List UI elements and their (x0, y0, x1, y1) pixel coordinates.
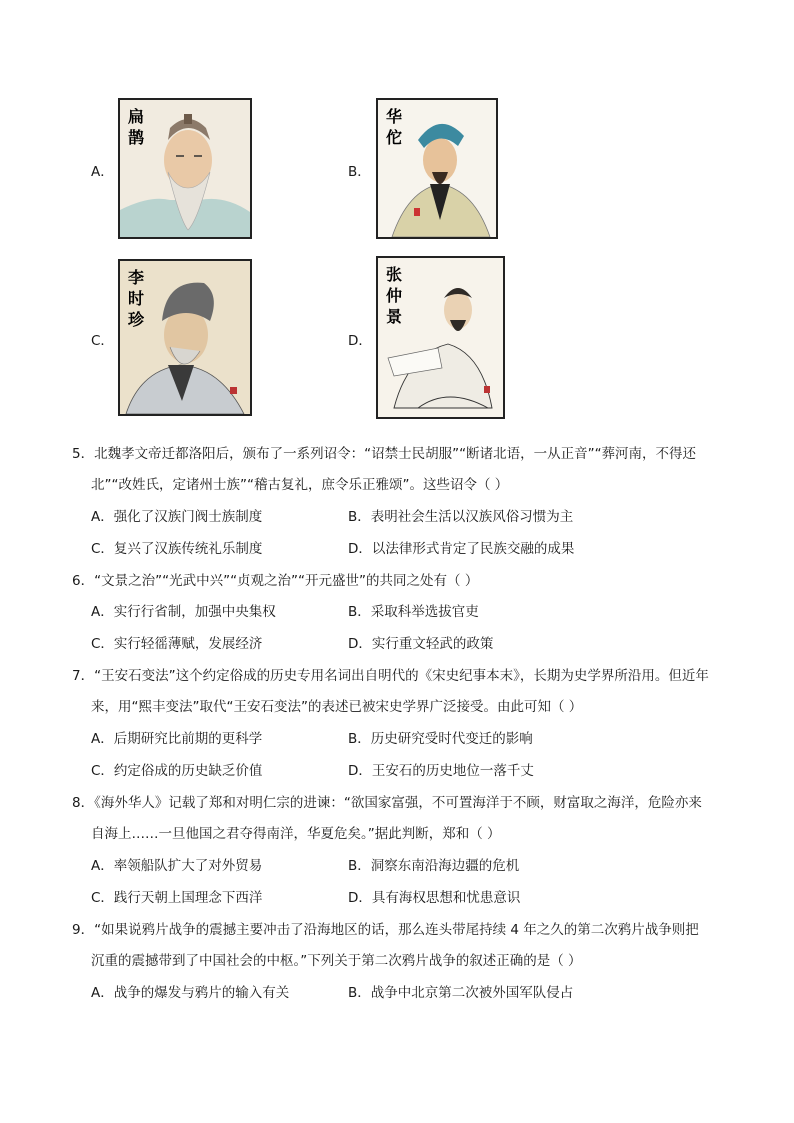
q6-option-c[interactable]: C．实行轻徭薄赋，发展经济 (91, 636, 263, 652)
q8-stem-line2: 自海上……一旦他国之君夺得南洋，华夏危矣。”据此判断，郑和（ ） (91, 826, 501, 842)
q6-stem-line1: 6．“文景之治”“光武中兴”“贞观之治”“开元盛世”的共同之处有（ ） (72, 573, 479, 589)
q8-option-b[interactable]: B．洞察东南沿海边疆的危机 (348, 858, 520, 874)
q5-option-c[interactable]: C．复兴了汉族传统礼乐制度 (91, 541, 263, 557)
portrait-name-bianque: 扁 鹊 (128, 107, 145, 147)
portrait-name-zhangzhongjing: 张 仲 景 (386, 265, 403, 326)
option-d-letter: D． (348, 333, 372, 349)
q5-option-b[interactable]: B．表明社会生活以汉族风俗习惯为主 (348, 509, 574, 525)
q6-option-b[interactable]: B．采取科举选拔官吏 (348, 604, 479, 620)
portrait-lishizhen (118, 259, 252, 416)
q7-option-a[interactable]: A．后期研究比前期的更科学 (91, 731, 263, 747)
q8-option-c[interactable]: C．践行天朝上国理念下西洋 (91, 890, 263, 906)
portrait-huatuo (376, 98, 498, 239)
q7-stem-line2: 来，用“熙丰变法”取代“王安石变法”的表述已被宋史学界广泛接受。由此可知（ ） (91, 699, 583, 715)
q5-stem-line1: 5．北魏孝文帝迁都洛阳后，颁布了一系列诏令：“诏禁士民胡服”“断诸北语，一从正音”“葬河南，不得还 (72, 446, 697, 462)
q6-option-a[interactable]: A．实行行省制，加强中央集权 (91, 604, 276, 620)
portrait-name-huatuo: 华 佗 (386, 107, 403, 147)
option-a-letter: A． (91, 164, 114, 180)
q7-option-d[interactable]: D．王安石的历史地位一落千丈 (348, 763, 534, 779)
q9-option-b[interactable]: B．战争中北京第二次被外国军队侵占 (348, 985, 574, 1001)
q8-option-a[interactable]: A．率领船队扩大了对外贸易 (91, 858, 263, 874)
portrait-zhangzhongjing (376, 256, 505, 419)
q9-stem-line1: 9．“如果说鸦片战争的震撼主要冲击了沿海地区的话，那么连头带尾持续 4 年之久的第二次鸦片战争则把 (72, 922, 699, 938)
q5-option-d[interactable]: D．以法律形式肯定了民族交融的成果 (348, 541, 575, 557)
q7-stem-line1: 7．“王安石变法”这个约定俗成的历史专用名词出自明代的《宋史纪事本末》，长期为史学界所沿用。但近年 (72, 668, 709, 684)
q6-option-d[interactable]: D．实行重文轻武的政策 (348, 636, 494, 652)
q8-option-d[interactable]: D．具有海权思想和忧患意识 (348, 890, 521, 906)
q5-stem-line2: 北”“改姓氏，定诸州士族”“稽古复礼，庶令乐正雅颂”。这些诏令（ ） (91, 477, 509, 493)
q9-option-a[interactable]: A．战争的爆发与鸦片的输入有关 (91, 985, 290, 1001)
q7-option-b[interactable]: B．历史研究受时代变迁的影响 (348, 731, 533, 747)
q9-stem-line2: 沉重的震撼带到了中国社会的中枢。”下列关于第二次鸦片战争的叙述正确的是（ ） (91, 953, 582, 969)
option-b-letter: B． (348, 164, 371, 180)
q7-option-c[interactable]: C．约定俗成的历史缺乏价值 (91, 763, 263, 779)
portrait-bianque (118, 98, 252, 239)
portrait-name-lishizhen: 李 时 珍 (128, 268, 145, 329)
option-c-letter: C． (91, 333, 114, 349)
q8-stem-line1: 8．《海外华人》记载了郑和对明仁宗的进谏：“欲国家富强，不可置海洋于不顾，财富取之海洋，危险亦来 (72, 795, 702, 811)
q5-option-a[interactable]: A．强化了汉族门阀士族制度 (91, 509, 263, 525)
